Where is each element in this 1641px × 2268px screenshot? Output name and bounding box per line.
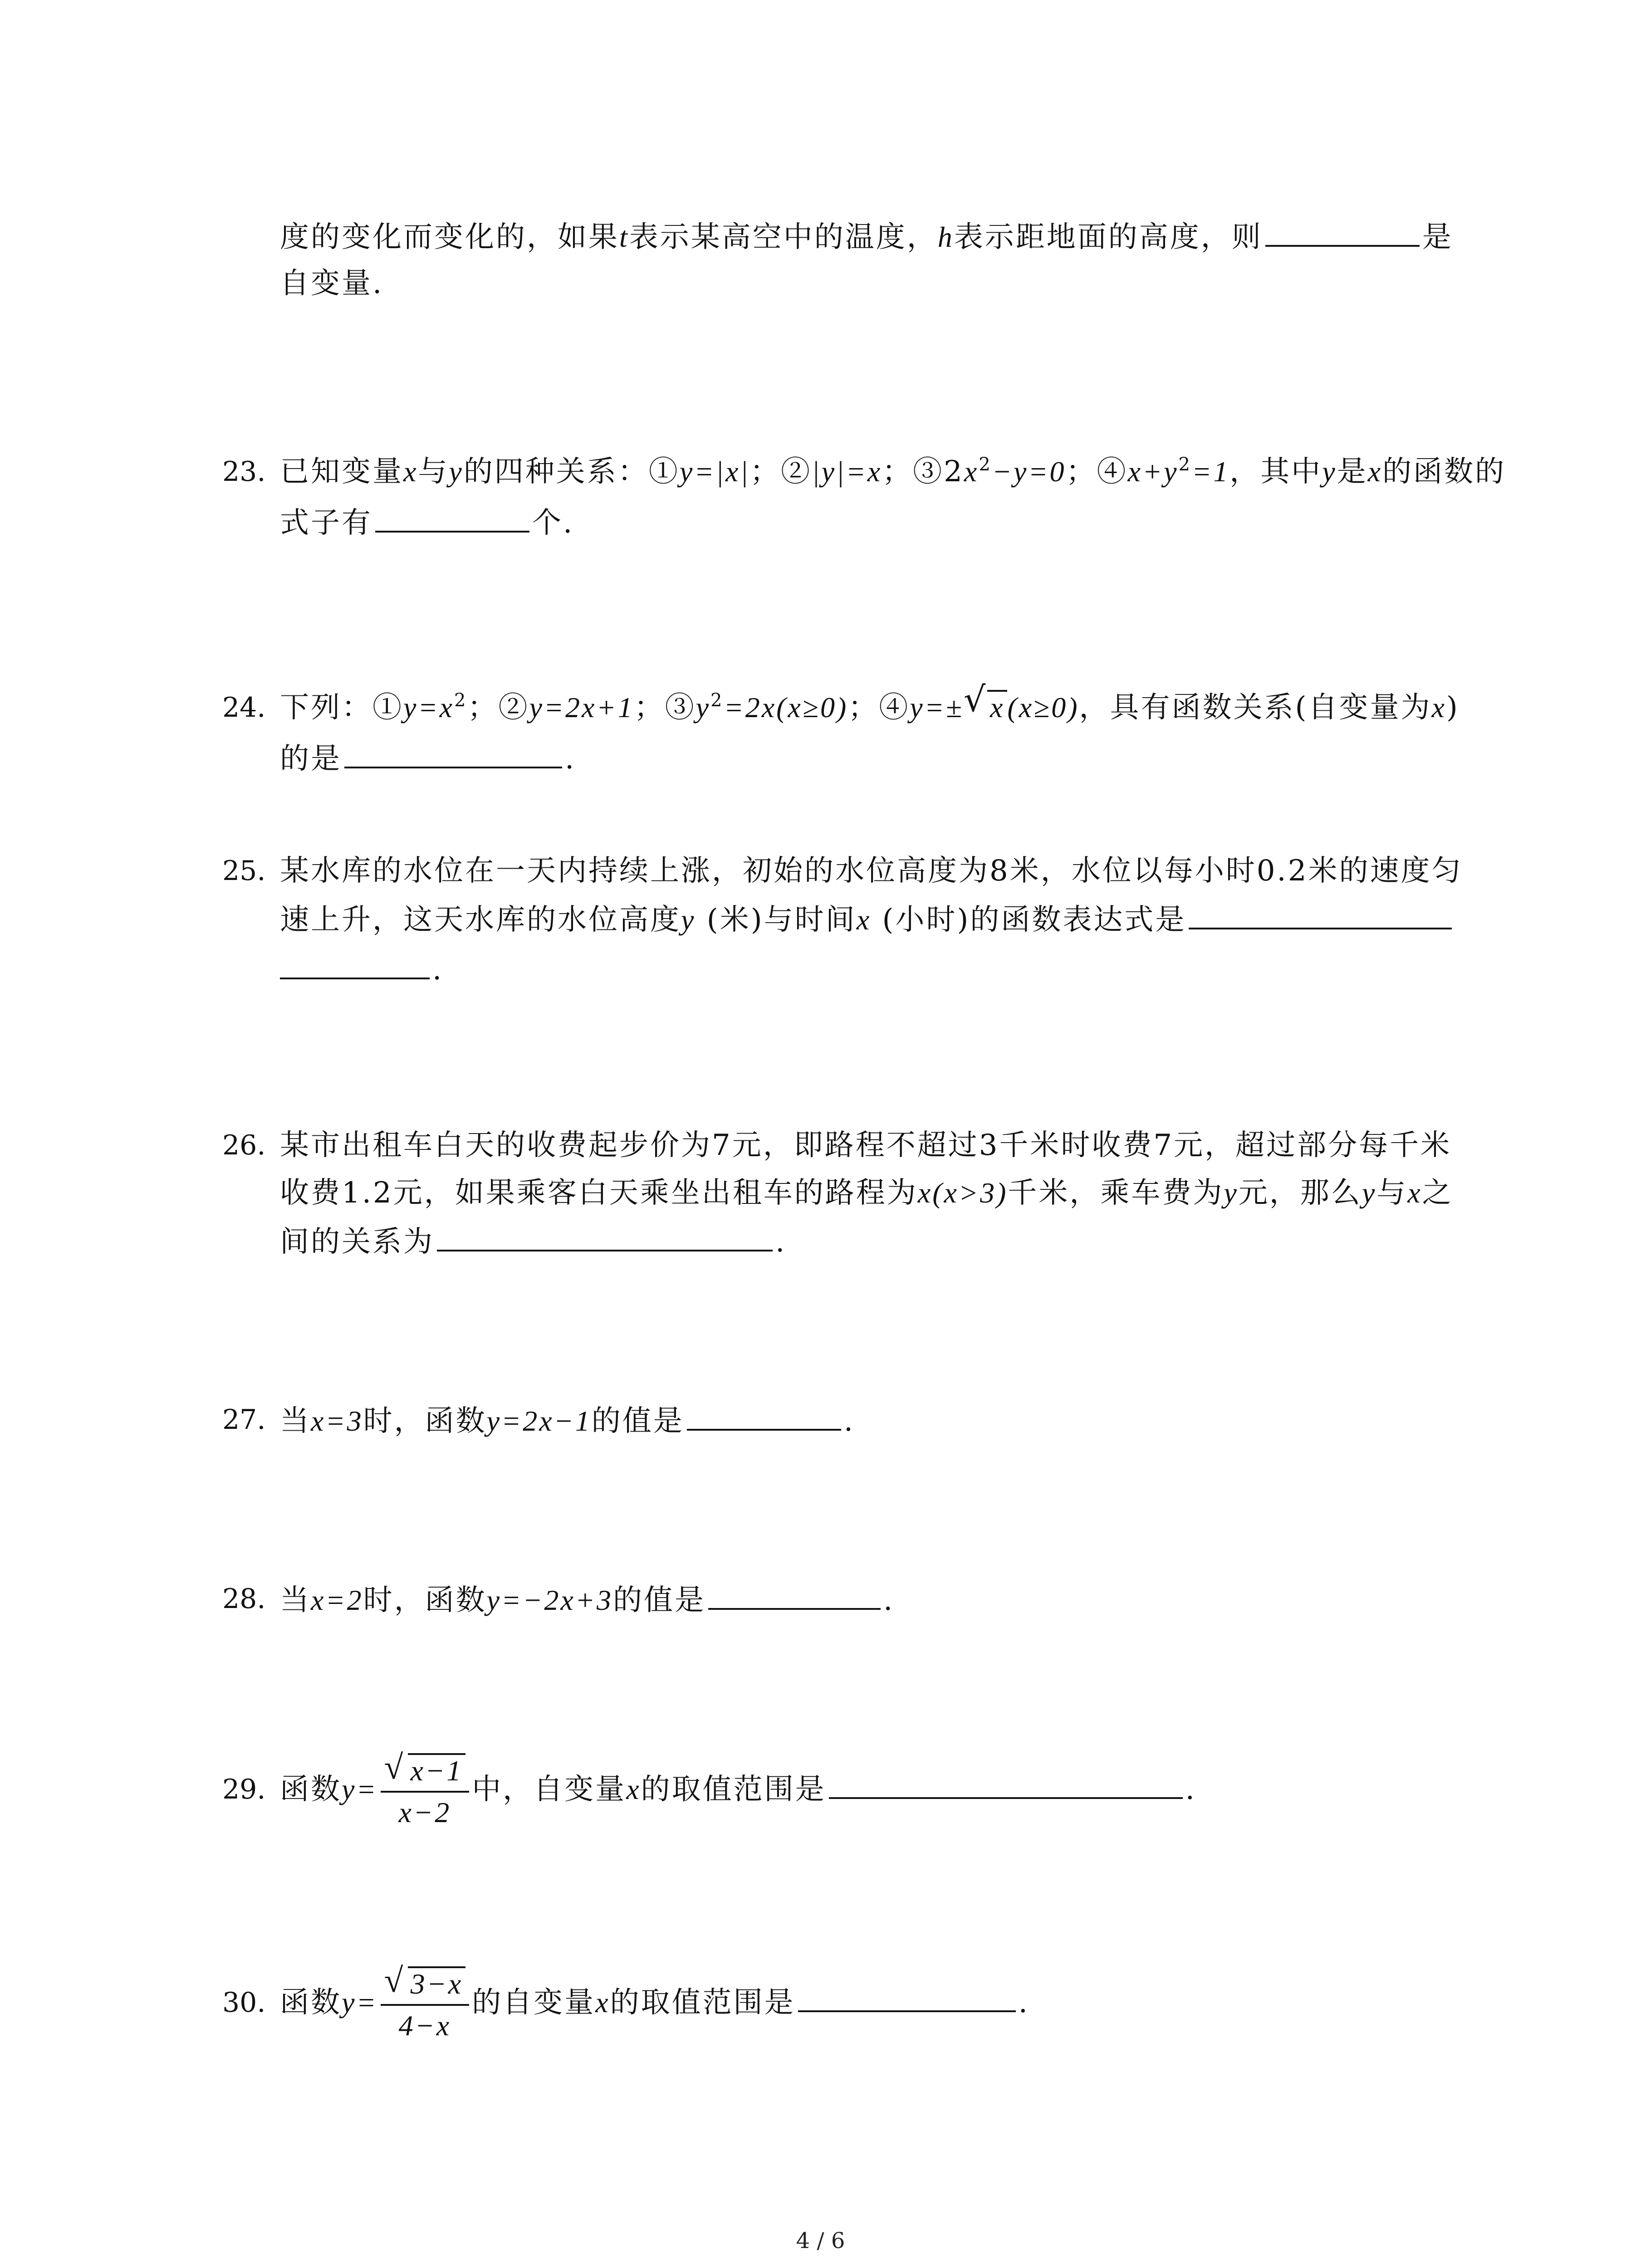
q24-sqrt [963, 679, 1007, 730]
q29-radicand [408, 1753, 466, 1787]
q23-expr: =1 [1192, 455, 1230, 488]
q30-answer-blank[interactable] [798, 1979, 1016, 2012]
q26-expr: x(x>3) [917, 1177, 1008, 1209]
q28-answer-blank[interactable] [708, 1576, 881, 1610]
q28-number: 28. [222, 1583, 266, 1615]
q26-text: 元，那么 [1238, 1176, 1362, 1210]
q22-text: 自变量. [280, 267, 384, 300]
q24-radicand-var: x [989, 691, 1005, 723]
q24-answer-blank[interactable] [344, 735, 562, 768]
q30-denominator [381, 2006, 470, 2044]
radical-icon: √ [384, 1748, 405, 1786]
q25-answer-blank-2[interactable] [280, 946, 430, 979]
q29-radicand-expr: x−1 [410, 1754, 463, 1787]
q26-var: x [1407, 1177, 1422, 1209]
q23-expr: −y=0 [992, 455, 1066, 488]
q26-text: 千米，乘车费为 [1008, 1176, 1224, 1210]
q29-denominator [381, 1793, 470, 1831]
q25-number: 25. [222, 855, 266, 887]
q25-line-2 [280, 896, 1455, 943]
q23-text: 的四种关系：① [463, 455, 680, 489]
q23-expr: x [964, 455, 979, 488]
q25-text: 速上升，这天水库的水位高度 [280, 903, 681, 937]
q22-line-1 [280, 213, 1453, 260]
q22-var-t: t [619, 221, 629, 253]
q30-var: x [595, 1986, 610, 2019]
q30-radicand-expr: 3−x [410, 1967, 463, 2000]
q24-expr: y=± [910, 691, 964, 723]
q24-line-2 [280, 735, 576, 782]
q23-answer-blank[interactable] [375, 499, 529, 533]
q30-fraction [381, 1961, 470, 2044]
q29-numerator [381, 1748, 470, 1793]
q23-text: ；③2 [882, 455, 964, 489]
q26-text: 之 [1422, 1176, 1453, 1210]
q23-line-2 [280, 499, 574, 546]
q26-var: y [1224, 1177, 1239, 1209]
q24-line-1 [280, 679, 1460, 730]
q22-var-h: h [937, 221, 954, 253]
q24-text: ；② [467, 691, 529, 724]
q26-answer-blank[interactable] [437, 1218, 773, 1251]
q28-expr: x=2 [311, 1584, 363, 1616]
q24-text: 的是 [280, 742, 342, 776]
q30-text: 的取值范围是 [610, 1986, 795, 2019]
q24-radicand [987, 690, 1007, 723]
q26-var: y [1362, 1177, 1377, 1209]
q30-line [280, 1946, 1029, 2059]
q25-line-1 [280, 848, 1463, 894]
q26-line-1 [280, 1123, 1451, 1168]
q23-text: 是 [1337, 455, 1368, 489]
q22-text: 表示距地面的高度，则 [954, 220, 1263, 254]
q23-var: y [449, 455, 464, 488]
q26-number: 26. [222, 1129, 266, 1161]
q24-text: ，具有函数关系(自变量为 [1079, 691, 1432, 724]
q24-text: . [565, 742, 576, 776]
q24-text: ；③ [634, 691, 696, 724]
q29-answer-blank[interactable] [829, 1765, 1183, 1799]
q22-text: 表示某高空中的温度， [629, 220, 938, 254]
q25-line-3 [280, 946, 443, 992]
q25-text: 某水库的水位在一天内持续上涨，初始的水位高度为8米，水位以每小时0.2米的速度匀 [280, 854, 1463, 888]
q25-text: (米)与时间 [696, 903, 857, 937]
q29-text: 中，自变量 [472, 1773, 627, 1806]
q28-expr: y=−2x+3 [486, 1584, 613, 1616]
q28-text: 的值是 [612, 1584, 705, 1617]
q22-text: 是 [1422, 220, 1453, 254]
q26-text: 间的关系为 [280, 1225, 434, 1259]
q23-sup: 2 [979, 454, 992, 475]
q29-var: x [626, 1773, 641, 1805]
page-number: 4 / 6 [796, 2228, 845, 2253]
q24-expr: (x≥0) [1007, 691, 1079, 723]
q24-text: ；④ [848, 691, 910, 724]
q27-text: . [843, 1404, 855, 1438]
radical-icon: √ [384, 1961, 405, 1999]
q28-text: . [883, 1584, 895, 1617]
q24-expr: y=2x+1 [529, 691, 634, 723]
q23-text: 个. [532, 506, 574, 540]
q25-text: (小时)的函数表达式是 [871, 903, 1186, 937]
q24-sup: 2 [454, 690, 468, 711]
q29-denominator-expr: x−2 [398, 1796, 451, 1828]
q26-line-3 [280, 1218, 786, 1265]
q27-line [280, 1397, 855, 1444]
q25-var: x [856, 904, 872, 936]
q29-fraction [381, 1748, 470, 1831]
q29-line [280, 1733, 1196, 1846]
q26-text: 与 [1376, 1176, 1408, 1210]
q23-text: 的函数的 [1382, 455, 1506, 489]
q30-numerator [381, 1961, 470, 2006]
q23-text: 与 [418, 455, 449, 489]
q23-var: y [1322, 455, 1337, 488]
q23-line-1 [280, 449, 1506, 494]
q26-text: 收费1.2元，如果乘客白天乘坐出租车的路程为 [280, 1176, 918, 1210]
q28-line [280, 1576, 894, 1623]
q23-expr: x+y [1127, 455, 1179, 488]
q29-sqrt [384, 1748, 466, 1789]
q24-number: 24. [222, 692, 266, 723]
q22-line-2 [280, 261, 383, 306]
q27-number: 27. [222, 1404, 266, 1436]
q30-radicand [408, 1966, 466, 2000]
q28-text: 当 [280, 1584, 311, 1617]
q30-text: 函数 [280, 1986, 342, 2019]
q29-text: 的取值范围是 [641, 1773, 826, 1806]
q27-expr: x=3 [311, 1405, 363, 1437]
q24-text: ) [1446, 691, 1460, 724]
q23-text: ；④ [1066, 455, 1128, 489]
q23-text: 式子有 [280, 506, 372, 540]
q24-expr: y [696, 691, 711, 723]
q26-text: 某市出租车白天的收费起步价为7元，即路程不超过3千米时收费7元，超过部分每千米 [280, 1129, 1452, 1162]
q24-var: x [1431, 691, 1446, 723]
q23-text: ，其中 [1230, 455, 1323, 489]
q29-text: 函数 [280, 1773, 342, 1806]
q27-text: 时，函数 [363, 1404, 487, 1438]
q22-text: 度的变化而变化的，如果 [280, 220, 619, 254]
q23-number: 23. [222, 456, 266, 488]
q23-expr: y=|x| [679, 455, 750, 488]
q30-text: 的自变量 [472, 1986, 596, 2019]
q27-answer-blank[interactable] [687, 1397, 841, 1431]
q30-denominator-expr: 4−x [398, 2009, 451, 2042]
q27-expr: y=2x−1 [486, 1405, 592, 1437]
q26-line-2 [280, 1170, 1453, 1216]
q25-text: . [432, 953, 444, 987]
q23-var: x [403, 455, 418, 488]
q30-number: 30. [222, 1987, 266, 2019]
q23-sup: 2 [1178, 454, 1192, 475]
q23-var: x [1367, 455, 1382, 488]
q24-expr: =2x(x≥0) [724, 691, 848, 723]
q23-text: ；② [750, 455, 812, 489]
q24-expr: y=x [403, 691, 454, 723]
q25-answer-blank-1[interactable] [1189, 896, 1452, 929]
q22-answer-blank[interactable] [1265, 213, 1420, 247]
q24-text: 下列：① [280, 691, 403, 724]
q24-sup: 2 [710, 690, 724, 711]
q30-sqrt [384, 1961, 466, 2002]
q23-text: 已知变量 [280, 455, 403, 489]
q27-text: 的值是 [591, 1404, 684, 1438]
radical-icon: √ [963, 679, 988, 719]
q23-expr: |y|=x [812, 455, 882, 488]
q27-text: 当 [280, 1404, 311, 1438]
q29-number: 29. [222, 1774, 266, 1805]
q29-expr: y= [342, 1773, 378, 1805]
q28-text: 时，函数 [363, 1584, 487, 1617]
q26-text: . [775, 1225, 787, 1259]
q25-var: y [681, 904, 696, 936]
q29-text: . [1185, 1773, 1196, 1806]
q30-text: . [1018, 1986, 1029, 2019]
q30-expr: y= [342, 1986, 378, 2019]
